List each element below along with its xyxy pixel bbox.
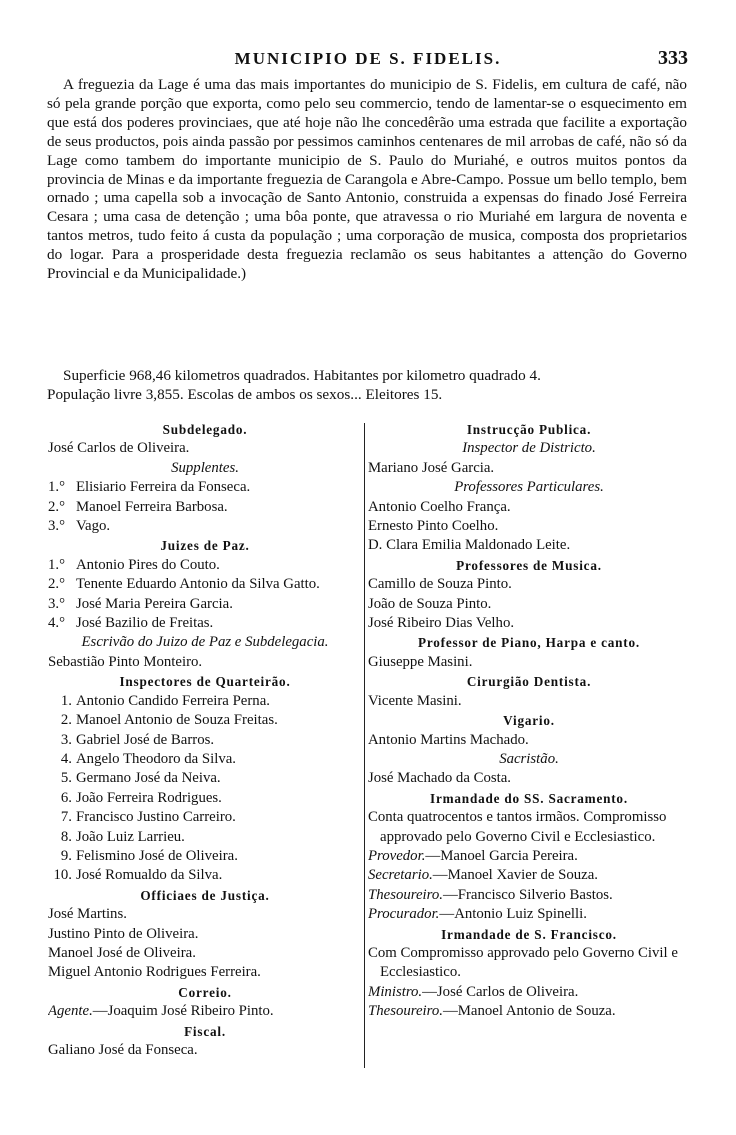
column-divider xyxy=(364,423,365,1068)
intro-paragraph: A freguezia da Lage é uma das mais importantes do municipio de S. Fidelis, em cultura de café, não só pela grande porção que exporta, como pelo seu commercio, tendo de lamentar-se o esquecimento em que está dos poderes provinciaes, que até hoje não lhe concedêrão uma estrada que facilite a exportação de seus productos, pois ainda passão por pessimos caminhos centenares de mil arrobas de café, não só da Lage como tambem do importante municipio de S. Paulo do Muriahé, e outros muitos pontos da provincia de Minas e da importante freguezia de Carangola e Abre-Campo. Possue um bello templo, bem ornado ; uma capella sob a invocação de Santo Antonio, construida a expensas do finado José Ferreira Cesara ; uma casa de detenção ; uma bôa ponte, que atravessa o rio Muriahé em largura de noventa e tantos metros, tudo feito á custa da população ; uma corporação de musica, composta dos proprietarios do logar. Para a prosperidade desta freguezia reclamão os seus habitantes a attenção do Governo Provincial e da Municipalidade.) xyxy=(47,76,687,283)
role-name: —Manoel Garcia Pereira. xyxy=(425,847,578,864)
section-title-inspector-distrito: Inspector de Districto. xyxy=(462,440,596,457)
page-number: 333 xyxy=(658,47,688,69)
list-item xyxy=(48,750,362,769)
list-item xyxy=(48,498,362,517)
item-number: 4. xyxy=(60,750,72,767)
item-number: 2.° xyxy=(48,498,66,515)
list-item xyxy=(48,575,362,594)
item-number: 4.° xyxy=(48,615,66,632)
officer-row xyxy=(368,847,690,866)
running-title: MUNICIPIO DE S. FIDELIS. xyxy=(234,49,502,68)
officer-row xyxy=(368,886,690,905)
list-item xyxy=(48,789,362,808)
item-name: José Bazilio de Freitas. xyxy=(76,615,214,632)
sacristao-name: José Machado da Costa. xyxy=(368,770,512,787)
item-name: Antonio Pires do Couto. xyxy=(76,556,220,573)
right-column xyxy=(368,420,690,1022)
item-name: Francisco Justino Carreiro. xyxy=(76,809,236,826)
item-number: 3. xyxy=(60,731,72,748)
list-item: Miguel Antonio Rodrigues Ferreira. xyxy=(48,964,261,981)
section-title-instruccao: Instrucção Publica. xyxy=(466,422,592,437)
section-title-juizes: Juizes de Paz. xyxy=(160,538,250,554)
irmandade-francisco-text: Com Compromisso approvado pelo Governo Civil e Ecclesiastico. xyxy=(368,944,678,981)
inspector-distrito-name: Mariano José Garcia. xyxy=(368,459,495,476)
item-name: Manoel Antonio de Souza Freitas. xyxy=(76,712,278,729)
statistics xyxy=(47,367,687,404)
section-title-professores-particulares: Professores Particulares. xyxy=(454,479,604,496)
section-title-irmandade-francisco: Irmandade de S. Francisco. xyxy=(441,926,617,942)
item-number: 10. xyxy=(53,867,72,884)
role-name: —José Carlos de Oliveira. xyxy=(422,983,579,1000)
list-item: Ernesto Pinto Coelho. xyxy=(368,518,499,535)
list-item xyxy=(48,731,362,750)
item-name: Angelo Theodoro da Silva. xyxy=(76,750,236,767)
item-name: João Luiz Larrieu. xyxy=(76,828,185,845)
list-item xyxy=(48,595,362,614)
list-item xyxy=(48,614,362,633)
intro-paragraph-block xyxy=(47,76,687,284)
item-number: 5. xyxy=(60,770,72,787)
section-title-fiscal: Fiscal. xyxy=(184,1023,226,1039)
page-header xyxy=(0,47,736,73)
item-number: 7. xyxy=(60,809,72,826)
item-number: 2.° xyxy=(48,576,66,593)
officer-row xyxy=(368,1002,690,1021)
item-number: 9. xyxy=(60,847,72,864)
section-title-professores-musica: Professores de Musica. xyxy=(456,557,602,573)
role-label: Procurador. xyxy=(368,906,440,923)
list-item xyxy=(48,808,362,827)
role-name: —Francisco Silverio Bastos. xyxy=(442,886,613,903)
officer-row xyxy=(368,983,690,1002)
professor-piano-name: Giuseppe Masini. xyxy=(368,653,473,670)
list-item: José Ribeiro Dias Velho. xyxy=(368,615,515,632)
item-number: 1.° xyxy=(48,479,66,496)
list-item: José Martins. xyxy=(48,906,127,923)
irmandade-sacramento-text: Conta quatrocentos e tantos irmãos. Compromisso approvado pelo Governo Civil e Ecclesiastico. xyxy=(368,809,667,845)
list-item xyxy=(48,866,362,885)
item-name: Antonio Candido Ferreira Perna. xyxy=(76,692,270,709)
item-number: 1. xyxy=(60,692,72,709)
section-title-sacristao: Sacristão. xyxy=(499,750,559,767)
item-name: Germano José da Neiva. xyxy=(76,770,221,787)
role-label: Ministro. xyxy=(368,983,423,1000)
section-title-supplentes: Supplentes. xyxy=(171,459,239,476)
item-number: 8. xyxy=(60,828,72,845)
stats-line-population: População livre 3,855. Escolas de ambos os sexos... Eleitores 15. xyxy=(47,385,443,403)
list-item: Justino Pinto de Oliveira. xyxy=(48,925,199,942)
role-label: Agente. xyxy=(48,1003,93,1020)
stats-line-area: Superficie 968,46 kilometros quadrados. Habitantes por kilometro quadrado 4. xyxy=(63,367,541,384)
list-item: Camillo de Souza Pinto. xyxy=(368,576,512,593)
list-item: Manoel José de Oliveira. xyxy=(48,944,196,961)
role-name: —Manoel Antonio de Souza. xyxy=(442,1003,616,1020)
list-item: Antonio Coelho França. xyxy=(368,498,511,515)
section-title-subdelegado: Subdelegado. xyxy=(162,422,248,437)
section-title-escrivao: Escrivão do Juizo de Paz e Subdelegacia. xyxy=(81,634,329,651)
role-label: Secretario. xyxy=(368,867,433,884)
list-item xyxy=(48,828,362,847)
item-name: Gabriel José de Barros. xyxy=(76,731,215,748)
section-title-vigario: Vigario. xyxy=(503,713,555,729)
role-name: —Manoel Xavier de Souza. xyxy=(432,867,598,884)
list-item xyxy=(48,769,362,788)
correio-agent xyxy=(48,1002,362,1021)
escrivao-name: Sebastião Pinto Monteiro. xyxy=(48,653,203,670)
section-title-irmandade-sacramento: Irmandade do SS. Sacramento. xyxy=(430,790,628,806)
section-title-officiaes: Officiaes de Justiça. xyxy=(140,887,270,903)
section-title-inspectores: Inspectores de Quarteirão. xyxy=(119,674,291,690)
item-name: João Ferreira Rodrigues. xyxy=(76,789,222,806)
item-number: 6. xyxy=(60,789,72,806)
section-title-correio: Correio. xyxy=(178,984,232,1000)
item-name: Vago. xyxy=(76,518,111,535)
item-name: Tenente Eduardo Antonio da Silva Gatto. xyxy=(76,576,320,593)
item-name: Elisiario Ferreira da Fonseca. xyxy=(76,479,251,496)
section-title-cirurgiao: Cirurgião Dentista. xyxy=(466,674,592,690)
item-name: Manoel Ferreira Barbosa. xyxy=(76,498,228,515)
vigario-name: Antonio Martins Machado. xyxy=(368,731,529,748)
section-title-professor-piano: Professor de Piano, Harpa e canto. xyxy=(418,635,640,651)
role-label: Provedor. xyxy=(368,847,426,864)
item-number: 1.° xyxy=(48,556,66,573)
item-name: José Maria Pereira Garcia. xyxy=(76,595,233,612)
officer-row xyxy=(368,866,690,885)
officer-row xyxy=(368,905,690,924)
fiscal-name: Galiano José da Fonseca. xyxy=(48,1042,198,1058)
cirurgiao-name: Vicente Masini. xyxy=(368,692,462,709)
list-item xyxy=(48,711,362,730)
left-column xyxy=(48,420,362,1060)
role-name: —Joaquim José Ribeiro Pinto. xyxy=(92,1003,274,1020)
item-number: 2. xyxy=(60,712,72,729)
role-label: Thesoureiro. xyxy=(368,886,443,903)
item-number: 3.° xyxy=(48,518,66,535)
list-item xyxy=(48,517,362,536)
subdelegado-name: José Carlos de Oliveira. xyxy=(48,440,190,457)
role-name: —Antonio Luiz Spinelli. xyxy=(439,906,587,923)
list-item xyxy=(48,847,362,866)
list-item: D. Clara Emilia Maldonado Leite. xyxy=(368,537,571,554)
item-number: 3.° xyxy=(48,595,66,612)
item-name: José Romualdo da Silva. xyxy=(76,867,223,884)
list-item: João de Souza Pinto. xyxy=(368,595,492,612)
list-item xyxy=(48,478,362,497)
role-label: Thesoureiro. xyxy=(368,1003,443,1020)
list-item xyxy=(48,556,362,575)
list-item xyxy=(48,692,362,711)
item-name: Felismino José de Oliveira. xyxy=(76,847,238,864)
